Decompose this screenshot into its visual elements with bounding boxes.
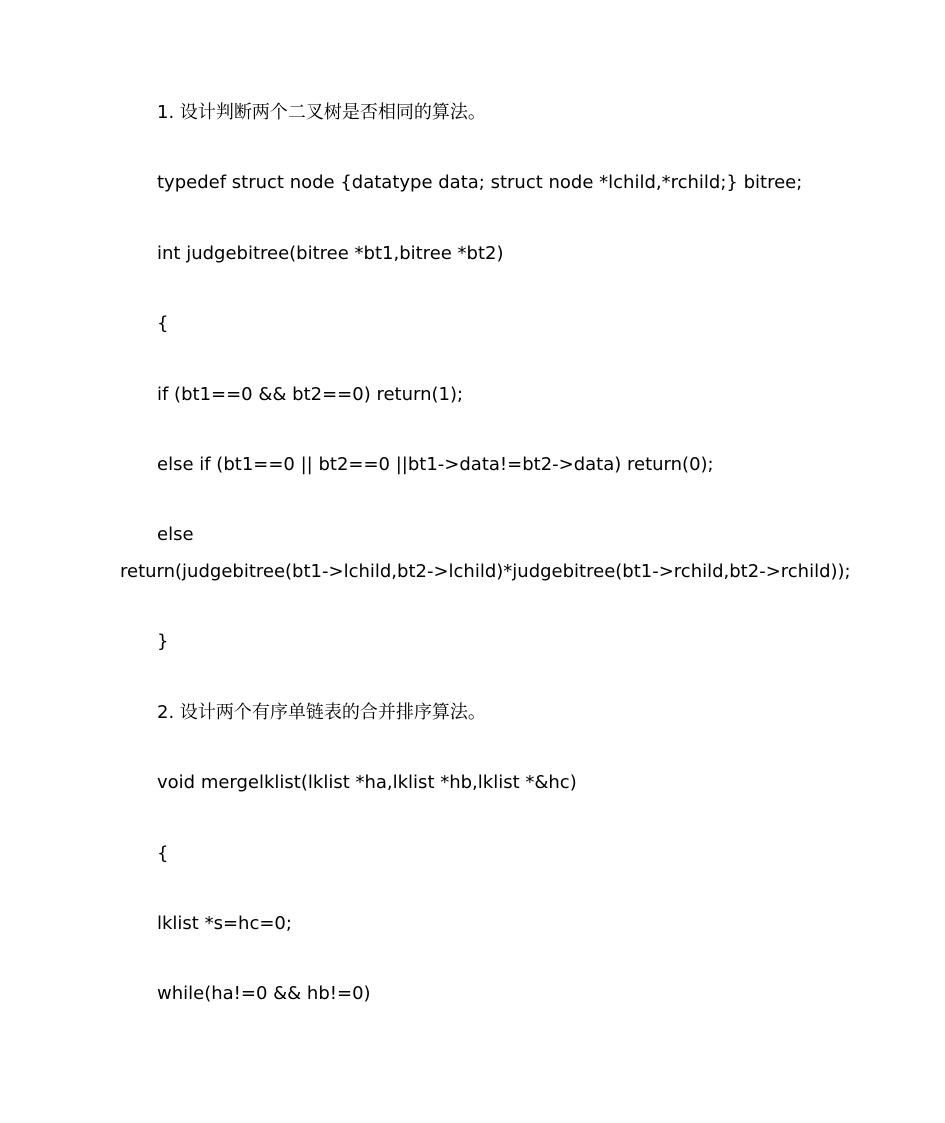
question-2-heading: 2. 设计两个有序单链表的合并排序算法。 — [157, 702, 486, 723]
code-line-open-brace-2: { — [157, 843, 169, 864]
code-line-return: return(judgebitree(bt1->lchild,bt2->lchild)*judgebitree(bt1->rchild,bt2->rchild)); — [120, 561, 851, 582]
code-line-close-brace: } — [157, 631, 169, 652]
code-line-function-signature: int judgebitree(bitree *bt1,bitree *bt2) — [157, 243, 504, 264]
question-1-heading: 1. 设计判断两个二叉树是否相同的算法。 — [157, 102, 486, 123]
code-line-else-if: else if (bt1==0 || bt2==0 ||bt1->data!=bt2->data) return(0); — [157, 454, 714, 475]
code-line-while: while(ha!=0 && hb!=0) — [157, 983, 371, 1004]
code-line-typedef: typedef struct node {datatype data; struct node *lchild,*rchild;} bitree; — [157, 172, 803, 193]
code-line-merge-signature: void mergelklist(lklist *ha,lklist *hb,lklist *&hc) — [157, 772, 577, 793]
code-line-open-brace: { — [157, 313, 169, 334]
code-line-declaration: lklist *s=hc=0; — [157, 913, 292, 934]
code-line-if: if (bt1==0 && bt2==0) return(1); — [157, 384, 464, 405]
code-line-else: else — [157, 524, 194, 545]
